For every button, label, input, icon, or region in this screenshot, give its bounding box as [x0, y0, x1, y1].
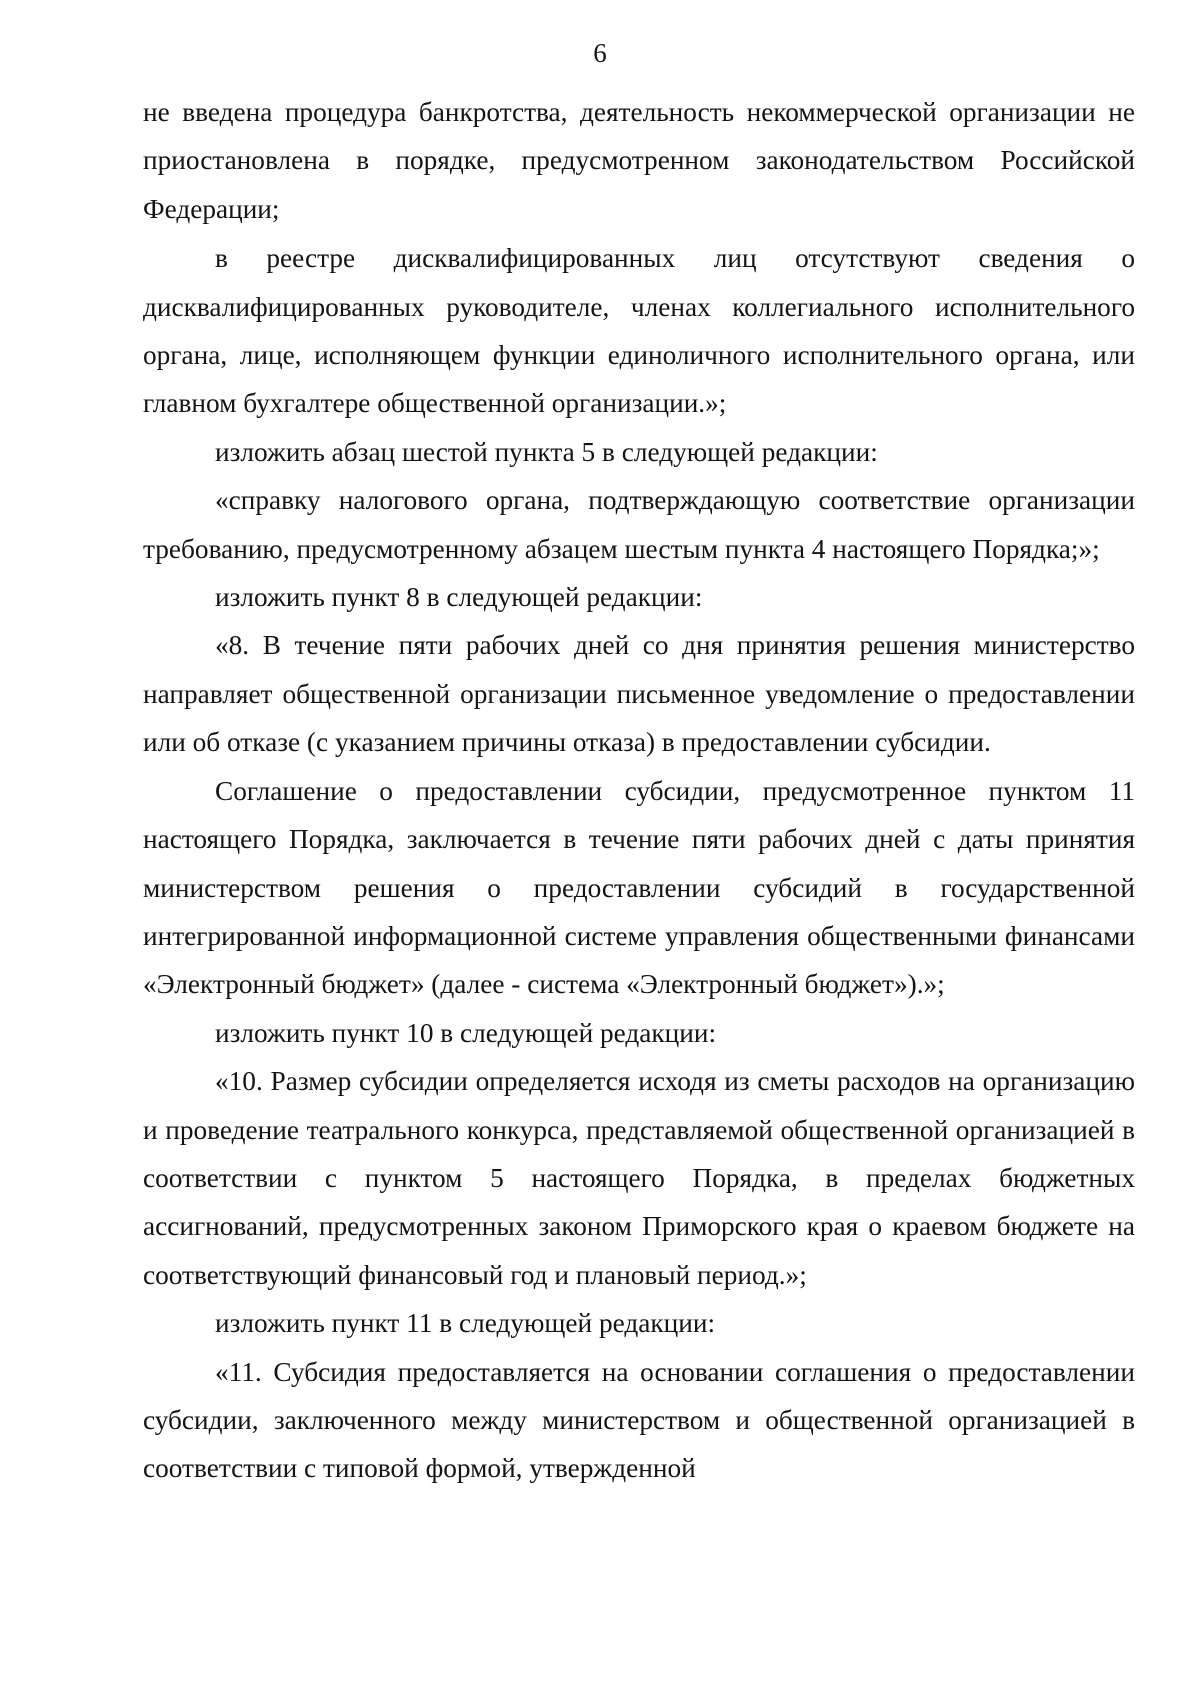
paragraph-amend-clause-8: изложить пункт 8 в следующей редакции:	[215, 582, 703, 613]
paragraph-amend-clause-10: изложить пункт 10 в следующей редакции:	[215, 1017, 717, 1048]
paragraph-tax-certificate: «справку налогового органа, подтверждающую соответствие организации требованию, предусмотренному абзацем шестым пункта 4 настоящего Порядка;»;	[143, 485, 1135, 564]
paragraph-registry-disqualified: в реестре дисквалифицированных лиц отсутствуют сведения о дисквалифицированных руководителе, членах коллегиального исполнительного органа, лице, исполняющем функции единоличного исполнительного органа, или главном бухгалтере общественной организации.»;	[143, 243, 1135, 419]
page-number: 6	[593, 38, 607, 68]
paragraph-clause-11-text: «11. Субсидия предоставляется на основании соглашения о предоставлении субсидии, заключенного между министерством и общественной организацией в соответствии с типовой формой, утвержденной	[143, 1356, 1135, 1484]
paragraph-agreement: Соглашение о предоставлении субсидии, предусмотренное пунктом 11 настоящего Порядка, заключается в течение пяти рабочих дней с даты принятия министерством решения о предоставлении субсидий в государственной интегрированной информационной системе управления общественными финансами «Электронный бюджет» (далее - система «Электронный бюджет»).»;	[143, 775, 1135, 1000]
paragraph-clause-8-text: «8. В течение пяти рабочих дней со дня принятия решения министерство направляет общественной организации письменное уведомление о предоставлении или об отказе (с указанием причины отказа) в предоставлении субсидии.	[143, 630, 1135, 758]
paragraph-continuation: не введена процедура банкротства, деятельность некоммерческой организации не приостановлена в порядке, предусмотренном законодательством Российской Федерации;	[143, 97, 1135, 224]
paragraph-amend-clause-5: изложить абзац шестой пункта 5 в следующей редакции:	[215, 436, 878, 467]
paragraph-amend-clause-11: изложить пункт 11 в следующей редакции:	[215, 1308, 716, 1339]
document-body	[143, 88, 1135, 1493]
paragraph-clause-10-text: «10. Размер субсидии определяется исходя из сметы расходов на организацию и проведение театрального конкурса, представляемой общественной организацией в соответствии с пунктом 5 настоящего Порядка, в пределах бюджетных ассигнований, предусмотренных законом Приморского края о краевом бюджете на соответствующий финансовый год и плановый период.»;	[143, 1066, 1135, 1290]
